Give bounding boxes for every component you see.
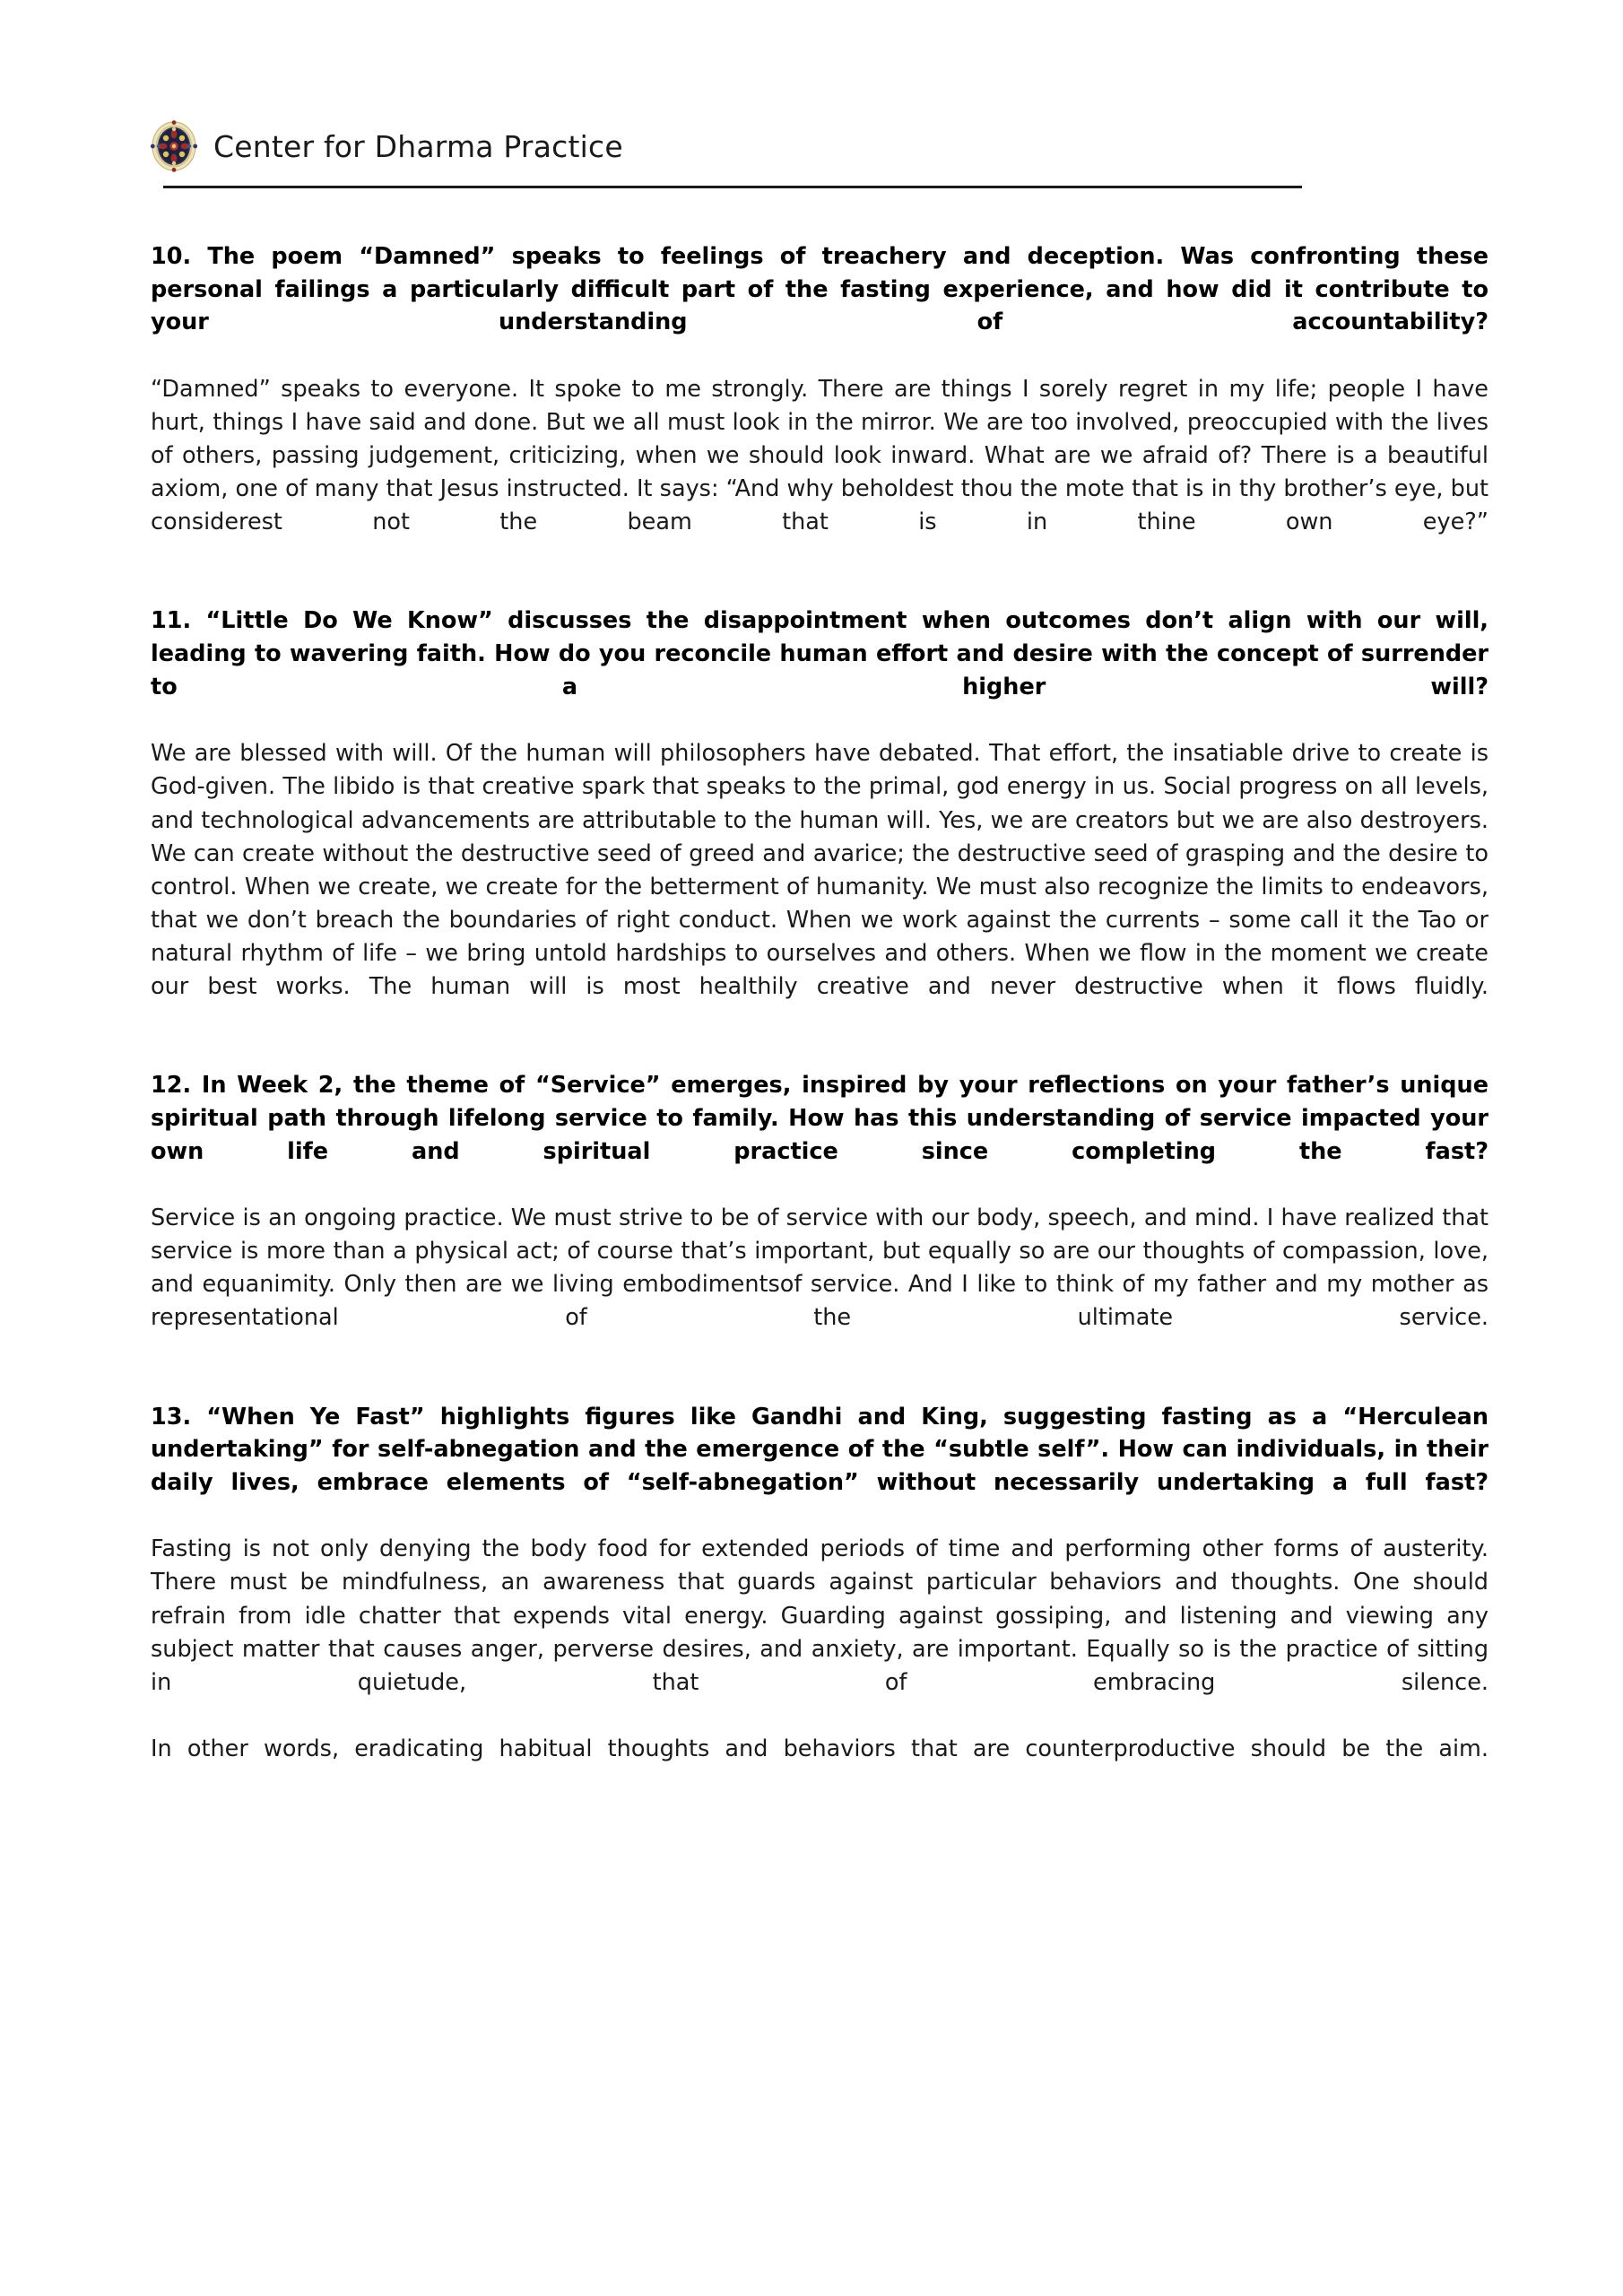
qa-block-q11 [151,604,1488,1037]
answer-paragraph: “Damned” speaks to everyone. It spoke to me strongly. There are things I sorely regret in my life; people I have hurt, things I have said and done. But we all must look in the mirror. We are too involved, preoccupied with the lives of others, passing judgement, criticizing, when we should look inward. What are we afraid of? There is a beautiful axiom, one of many that Jesus instructed. It says: “And why beholdest thou the mote that is in thy brother’s eye, but considerest not the beam that is in thine own eye?” [151,375,1488,536]
question-heading: 10. The poem “Damned” speaks to feelings of treachery and deception. Was confronting these personal failings a particularly difficult part of the fasting experience, and how did it contribute to your understanding of accountability? [151,243,1488,336]
answer-paragraph: Service is an ongoing practice. We must strive to be of service with our body, speech, and mind. I have realized that service is more than a physical act; of course that’s important, but equally so are our thoughts of compassion, love, and equanimity. Only then are we living embodimentsof service. And I like to think of my father and my mother as representational of the ultimate service. [151,1205,1488,1332]
question-heading: 11. “Little Do We Know” discusses the disappointment when outcomes don’t align with our will, leading to wavering faith. How do you reconcile human effort and desire with the concept of surrender to a higher will? [151,607,1488,700]
document-body [151,240,1488,1799]
organization-name: Center for Dharma Practice [213,128,623,164]
qa-block-q10 [151,240,1488,572]
answer-paragraph: In other words, eradicating habitual thoughts and behaviors that are counterproductive should be the aim. [151,1735,1488,1762]
answer-paragraph: We are blessed with will. Of the human will philosophers have debated. That effort, the insatiable drive to create is God-given. The libido is that creative spark that speaks to the primal, god energy in us. Social progress on all levels, and technological advancements are attributable to the human will. Yes, we are creators but we are also destroyers. We can create without the destructive seed of greed and avarice; the destructive seed of grasping and the desire to control. When we create, we create for the betterment of humanity. We must also recognize the limits to endeavors, that we don’t breach the boundaries of right conduct. When we work against the currents – some call it the Tao or natural rhythm of life – we bring untold hardships to ourselves and others. When we flow in the moment we create our best works. The human will is most healthily creative and never destructive when it flows fluidly. [151,740,1488,1000]
header-divider [163,186,1302,188]
question-heading: 12. In Week 2, the theme of “Service” emerges, inspired by your reflections on your father’s unique spiritual path through lifelong service to family. How has this understanding of service impacted your own life and spiritual practice since completing the fast? [151,1072,1488,1165]
mandala-logo-icon [151,120,197,172]
qa-block-q12 [151,1069,1488,1368]
question-heading: 13. “When Ye Fast” highlights figures like Gandhi and King, suggesting fasting as a “Herculean undertaking” for self-abnegation and the emergence of the “subtle self”. How can individuals, in their daily lives, embrace elements of “self-abnegation” without necessarily undertaking a full fast? [151,1403,1488,1496]
brand-row [151,115,1487,178]
document-header [151,115,1487,178]
qa-block-q13 [151,1401,1488,1800]
answer-paragraph: Fasting is not only denying the body food for extended periods of time and performing other forms of austerity. There must be mindfulness, an awareness that guards against particular behaviors and thoughts. One should refrain from idle chatter that expends vital energy. Guarding against gossiping, and listening and viewing any subject matter that causes anger, perverse desires, and anxiety, are important. Equally so is the practice of sitting in quietude, that of embracing silence. [151,1535,1488,1696]
